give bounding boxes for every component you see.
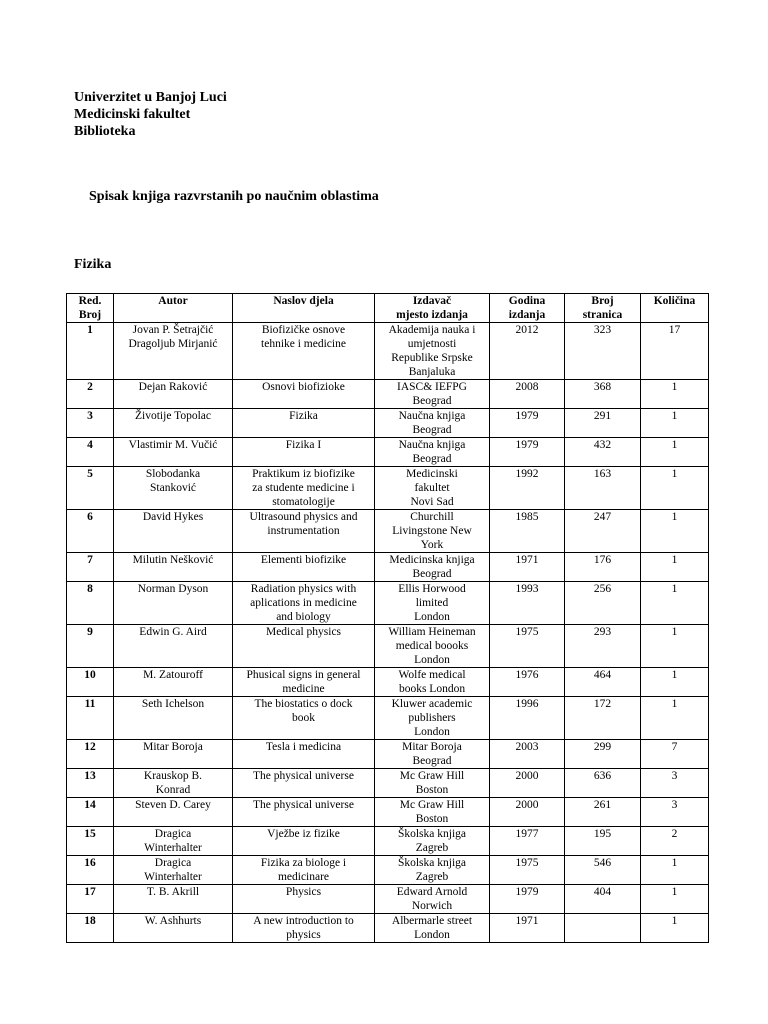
table-row — [67, 625, 709, 668]
title-cell: The physical universe — [233, 769, 375, 798]
number-cell: 6 — [67, 510, 114, 553]
faculty-name: Medicinski fakultet — [74, 107, 191, 122]
title-cell: Fizika I — [233, 438, 375, 467]
quantity-cell: 1 — [641, 625, 709, 668]
publisher-cell: William Heineman medical boooks London — [375, 625, 490, 668]
quantity-cell: 1 — [641, 697, 709, 740]
quantity-cell: 1 — [641, 856, 709, 885]
title-cell: Fizika — [233, 409, 375, 438]
pages-cell: 636 — [565, 769, 641, 798]
library-name: Biblioteka — [74, 124, 136, 139]
pages-cell: 293 — [565, 625, 641, 668]
publisher-cell: Naučna knjiga Beograd — [375, 409, 490, 438]
pages-cell: 172 — [565, 697, 641, 740]
author-cell: Dejan Raković — [114, 380, 233, 409]
pages-cell: 368 — [565, 380, 641, 409]
quantity-cell: 3 — [641, 769, 709, 798]
table-row — [67, 409, 709, 438]
year-cell: 1992 — [490, 467, 565, 510]
year-cell: 1996 — [490, 697, 565, 740]
col-header-title: Naslov djela — [233, 294, 375, 323]
title-cell: Medical physics — [233, 625, 375, 668]
table-row — [67, 914, 709, 943]
year-cell: 2000 — [490, 769, 565, 798]
pages-cell — [565, 914, 641, 943]
publisher-cell: Akademija nauka i umjetnosti Republike Srpske Banjaluka — [375, 323, 490, 380]
title-cell: Praktikum iz biofizike za studente medicine i stomatologije — [233, 467, 375, 510]
number-cell: 13 — [67, 769, 114, 798]
quantity-cell: 1 — [641, 438, 709, 467]
number-cell: 9 — [67, 625, 114, 668]
number-cell: 5 — [67, 467, 114, 510]
author-cell: Norman Dyson — [114, 582, 233, 625]
number-cell: 15 — [67, 827, 114, 856]
title-cell: Osnovi biofizioke — [233, 380, 375, 409]
table-row — [67, 467, 709, 510]
publisher-cell: Mitar Boroja Beograd — [375, 740, 490, 769]
title-cell: Physics — [233, 885, 375, 914]
pages-cell: 176 — [565, 553, 641, 582]
table-row — [67, 798, 709, 827]
author-cell: Milutin Nešković — [114, 553, 233, 582]
quantity-cell: 7 — [641, 740, 709, 769]
title-cell: Radiation physics with aplications in medicine and biology — [233, 582, 375, 625]
publisher-cell: Školska knjiga Zagreb — [375, 856, 490, 885]
publisher-cell: Kluwer academic publishers London — [375, 697, 490, 740]
title-cell: Fizika za biologe i medicinare — [233, 856, 375, 885]
year-cell: 1971 — [490, 553, 565, 582]
quantity-cell: 1 — [641, 914, 709, 943]
pages-cell: 299 — [565, 740, 641, 769]
number-cell: 12 — [67, 740, 114, 769]
author-cell: Krauskop B. Konrad — [114, 769, 233, 798]
table-header-row — [67, 294, 709, 323]
title-cell: A new introduction to physics — [233, 914, 375, 943]
publisher-cell: Mc Graw Hill Boston — [375, 798, 490, 827]
year-cell: 1985 — [490, 510, 565, 553]
year-cell: 1979 — [490, 885, 565, 914]
col-header-publisher: Izdavač mjesto izdanja — [375, 294, 490, 323]
pages-cell: 291 — [565, 409, 641, 438]
col-header-author: Autor — [114, 294, 233, 323]
publisher-cell: Albermarle street London — [375, 914, 490, 943]
col-header-number: Red. Broj — [67, 294, 114, 323]
year-cell: 1979 — [490, 409, 565, 438]
author-cell: W. Ashhurts — [114, 914, 233, 943]
table-row — [67, 380, 709, 409]
author-cell: Jovan P. Šetrajčić Dragoljub Mirjanić — [114, 323, 233, 380]
year-cell: 1975 — [490, 625, 565, 668]
col-header-year: Godina izdanja — [490, 294, 565, 323]
quantity-cell: 1 — [641, 582, 709, 625]
table-row — [67, 668, 709, 697]
quantity-cell: 3 — [641, 798, 709, 827]
author-cell: T. B. Akrill — [114, 885, 233, 914]
author-cell: Mitar Boroja — [114, 740, 233, 769]
publisher-cell: Školska knjiga Zagreb — [375, 827, 490, 856]
title-cell: Ultrasound physics and instrumentation — [233, 510, 375, 553]
table-row — [67, 438, 709, 467]
title-cell: The physical universe — [233, 798, 375, 827]
quantity-cell: 1 — [641, 668, 709, 697]
pages-cell: 464 — [565, 668, 641, 697]
author-cell: M. Zatouroff — [114, 668, 233, 697]
quantity-cell: 1 — [641, 409, 709, 438]
document-title: Spisak knjiga razvrstanih po naučnim oblastima — [89, 189, 379, 204]
number-cell: 2 — [67, 380, 114, 409]
table-row — [67, 885, 709, 914]
table-row — [67, 510, 709, 553]
author-cell: Životije Topolac — [114, 409, 233, 438]
books-table — [66, 293, 709, 943]
table-row — [67, 827, 709, 856]
number-cell: 1 — [67, 323, 114, 380]
year-cell: 2000 — [490, 798, 565, 827]
publisher-cell: Medicinski fakultet Novi Sad — [375, 467, 490, 510]
publisher-cell: Medicinska knjiga Beograd — [375, 553, 490, 582]
pages-cell: 546 — [565, 856, 641, 885]
number-cell: 11 — [67, 697, 114, 740]
pages-cell: 195 — [565, 827, 641, 856]
number-cell: 10 — [67, 668, 114, 697]
title-cell: Biofizičke osnove tehnike i medicine — [233, 323, 375, 380]
number-cell: 3 — [67, 409, 114, 438]
year-cell: 1976 — [490, 668, 565, 697]
publisher-cell: Mc Graw Hill Boston — [375, 769, 490, 798]
author-cell: Dragica Winterhalter — [114, 856, 233, 885]
quantity-cell: 2 — [641, 827, 709, 856]
col-header-quantity: Količina — [641, 294, 709, 323]
author-cell: Slobodanka Stanković — [114, 467, 233, 510]
pages-cell: 323 — [565, 323, 641, 380]
publisher-cell: Naučna knjiga Beograd — [375, 438, 490, 467]
university-name: Univerzitet u Banjoj Luci — [74, 90, 227, 105]
author-cell: Vlastimir M. Vučić — [114, 438, 233, 467]
publisher-cell: IASC& IEFPG Beograd — [375, 380, 490, 409]
number-cell: 4 — [67, 438, 114, 467]
quantity-cell: 17 — [641, 323, 709, 380]
year-cell: 1979 — [490, 438, 565, 467]
pages-cell: 432 — [565, 438, 641, 467]
quantity-cell: 1 — [641, 467, 709, 510]
year-cell: 1977 — [490, 827, 565, 856]
author-cell: Edwin G. Aird — [114, 625, 233, 668]
title-cell: Elementi biofizike — [233, 553, 375, 582]
table-row — [67, 323, 709, 380]
number-cell: 7 — [67, 553, 114, 582]
number-cell: 14 — [67, 798, 114, 827]
author-cell: Steven D. Carey — [114, 798, 233, 827]
pages-cell: 247 — [565, 510, 641, 553]
section-heading: Fizika — [74, 257, 112, 272]
quantity-cell: 1 — [641, 510, 709, 553]
title-cell: Tesla i medicina — [233, 740, 375, 769]
table-body — [67, 323, 709, 943]
year-cell: 1975 — [490, 856, 565, 885]
number-cell: 8 — [67, 582, 114, 625]
table-row — [67, 769, 709, 798]
title-cell: Phusical signs in general medicine — [233, 668, 375, 697]
quantity-cell: 1 — [641, 380, 709, 409]
author-cell: Seth Ichelson — [114, 697, 233, 740]
pages-cell: 256 — [565, 582, 641, 625]
pages-cell: 163 — [565, 467, 641, 510]
title-cell: The biostatics o dock book — [233, 697, 375, 740]
year-cell: 1971 — [490, 914, 565, 943]
number-cell: 16 — [67, 856, 114, 885]
publisher-cell: Churchill Livingstone New York — [375, 510, 490, 553]
year-cell: 1993 — [490, 582, 565, 625]
publisher-cell: Ellis Horwood limited London — [375, 582, 490, 625]
author-cell: Dragica Winterhalter — [114, 827, 233, 856]
year-cell: 2008 — [490, 380, 565, 409]
pages-cell: 261 — [565, 798, 641, 827]
quantity-cell: 1 — [641, 553, 709, 582]
table-row — [67, 553, 709, 582]
number-cell: 17 — [67, 885, 114, 914]
col-header-pages: Broj stranica — [565, 294, 641, 323]
pages-cell: 404 — [565, 885, 641, 914]
title-cell: Vježbe iz fizike — [233, 827, 375, 856]
table-row — [67, 740, 709, 769]
table-row — [67, 856, 709, 885]
table-row — [67, 697, 709, 740]
table-row — [67, 582, 709, 625]
number-cell: 18 — [67, 914, 114, 943]
author-cell: David Hykes — [114, 510, 233, 553]
publisher-cell: Edward Arnold Norwich — [375, 885, 490, 914]
year-cell: 2003 — [490, 740, 565, 769]
publisher-cell: Wolfe medical books London — [375, 668, 490, 697]
year-cell: 2012 — [490, 323, 565, 380]
institution-header — [74, 89, 227, 140]
quantity-cell: 1 — [641, 885, 709, 914]
